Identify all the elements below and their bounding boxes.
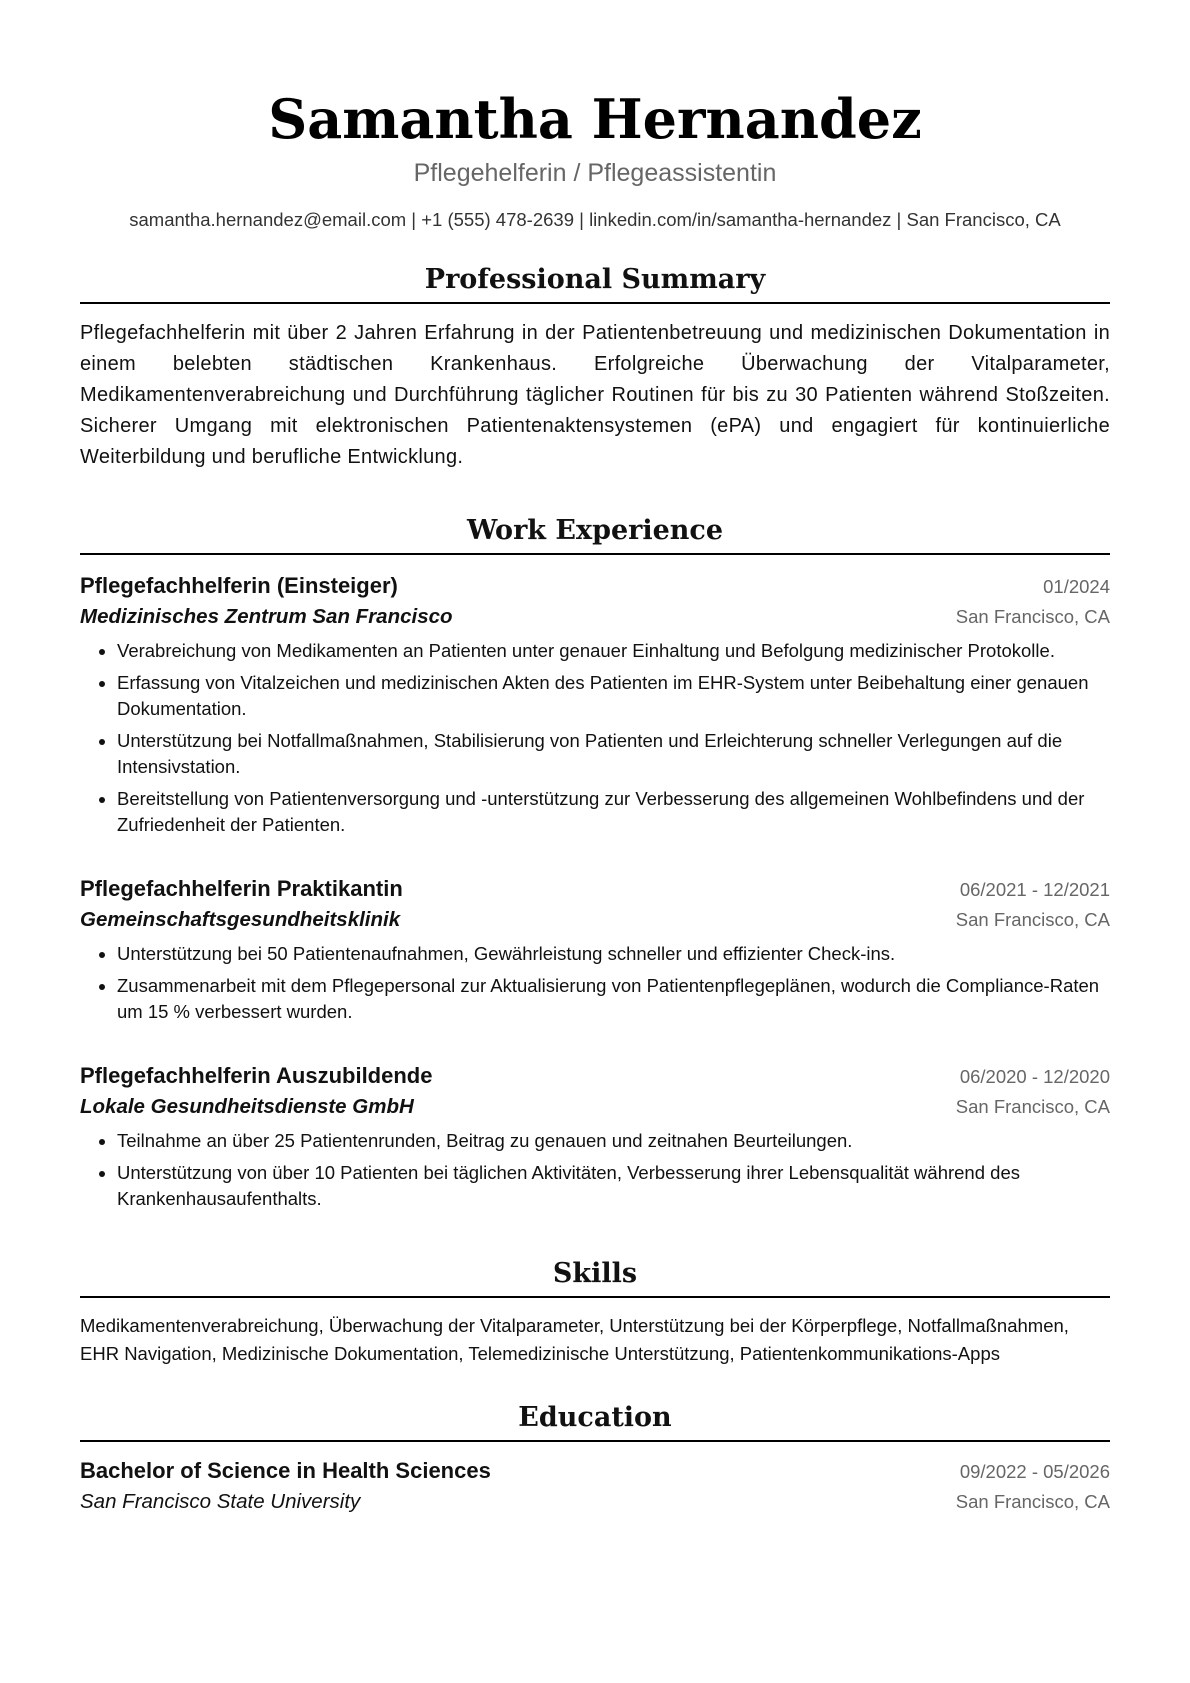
job-title-headline: Pflegehelferin / Pflegeassistentin xyxy=(413,159,777,187)
job-entry xyxy=(80,1061,1110,1212)
job-date: 06/2021 - 12/2021 xyxy=(959,879,1110,900)
job-entry xyxy=(80,874,1110,1025)
job-location: San Francisco, CA xyxy=(955,606,1110,627)
experience-section xyxy=(80,513,1110,1212)
candidate-name: Samantha Hernandez xyxy=(268,87,922,151)
job-location: San Francisco, CA xyxy=(955,909,1110,930)
summary-section xyxy=(80,262,1110,473)
bullet-item: • Verabreichung von Medikamenten an Patienten unter genauer Einhaltung und Befolgung medizinischer Protokolle. xyxy=(117,638,1110,664)
bullet-item: • Unterstützung bei Notfallmaßnahmen, Stabilisierung von Patienten und Erleichterung schneller Verlegungen auf die Intensivstation. xyxy=(117,728,1110,780)
job-company: Gemeinschaftsgesundheitsklinik xyxy=(80,908,401,931)
contact-line: samantha.hernandez@email.com | +1 (555) 478-2639 | linkedin.com/in/samantha-hernandez | San Francisco, CA xyxy=(129,209,1061,230)
job-date: 01/2024 xyxy=(1043,576,1110,597)
bullet-item: • Unterstützung bei 50 Patientenaufnahmen, Gewährleistung schneller und effizienter Check-ins. xyxy=(117,941,1110,967)
experience-heading: Work Experience xyxy=(80,513,1110,555)
job-title: Pflegefachhelferin Auszubildende xyxy=(80,1063,433,1088)
education-entry xyxy=(80,1456,1110,1517)
summary-heading: Professional Summary xyxy=(80,262,1110,304)
job-location: San Francisco, CA xyxy=(955,1096,1110,1117)
bullet-item: • Erfassung von Vitalzeichen und medizinischen Akten des Patienten im EHR-System unter Beibehaltung einer genauen Dokumentation. xyxy=(117,670,1110,722)
job-company: Medizinisches Zentrum San Francisco xyxy=(80,605,453,628)
education-date: 09/2022 - 05/2026 xyxy=(959,1461,1110,1482)
education-location: San Francisco, CA xyxy=(955,1491,1110,1512)
education-school: San Francisco State University xyxy=(80,1490,361,1513)
summary-text: Pflegefachhelferin mit über 2 Jahren Erfahrung in der Patientenbetreuung und medizinischen Dokumentation in einem belebten städtischen Krankenhaus. Erfolgreiche Überwachung der Vitalparameter, Medikamentenverabreichung und Durchführung täglicher Routinen für bis zu 30 Patienten während Stoßzeiten. Sicherer Umgang mit elektronischen Patientenaktensystemen (ePA) und engagiert für kontinuierliche Weiterbildung und berufliche Entwicklung. xyxy=(80,322,1110,468)
job-bullets xyxy=(80,638,1110,838)
resume-header xyxy=(80,0,1110,232)
job-bullets xyxy=(80,941,1110,1025)
bullet-item: • Teilnahme an über 25 Patientenrunden, Beitrag zu genauen und zeitnahen Beurteilungen. xyxy=(117,1128,1110,1154)
job-company: Lokale Gesundheitsdienste GmbH xyxy=(80,1095,414,1118)
skills-section xyxy=(80,1256,1110,1368)
skills-heading: Skills xyxy=(80,1256,1110,1298)
job-bullets xyxy=(80,1128,1110,1212)
job-title: Pflegefachhelferin Praktikantin xyxy=(80,876,403,901)
skills-text: Medikamentenverabreichung, Überwachung der Vitalparameter, Unterstützung bei der Körperpflege, Notfallmaßnahmen, EHR Navigation, Medizinische Dokumentation, Telemedizinische Unterstützung, Patientenkommunikations-Apps xyxy=(80,1315,1069,1364)
education-heading: Education xyxy=(80,1400,1110,1442)
job-title: Pflegefachhelferin (Einsteiger) xyxy=(80,573,398,598)
education-degree: Bachelor of Science in Health Sciences xyxy=(80,1458,491,1483)
job-entry xyxy=(80,571,1110,838)
bullet-item: • Zusammenarbeit mit dem Pflegepersonal zur Aktualisierung von Patientenpflegeplänen, wodurch die Compliance-Raten um 15 % verbessert wurden. xyxy=(117,973,1110,1025)
education-section xyxy=(80,1400,1110,1517)
bullet-item: • Unterstützung von über 10 Patienten bei täglichen Aktivitäten, Verbesserung ihrer Lebensqualität während des Krankenhausaufenthalts. xyxy=(117,1160,1110,1212)
job-date: 06/2020 - 12/2020 xyxy=(959,1066,1110,1087)
bullet-item: • Bereitstellung von Patientenversorgung und -unterstützung zur Verbesserung des allgemeinen Wohlbefindens und der Zufriedenheit der Patienten. xyxy=(117,786,1110,838)
